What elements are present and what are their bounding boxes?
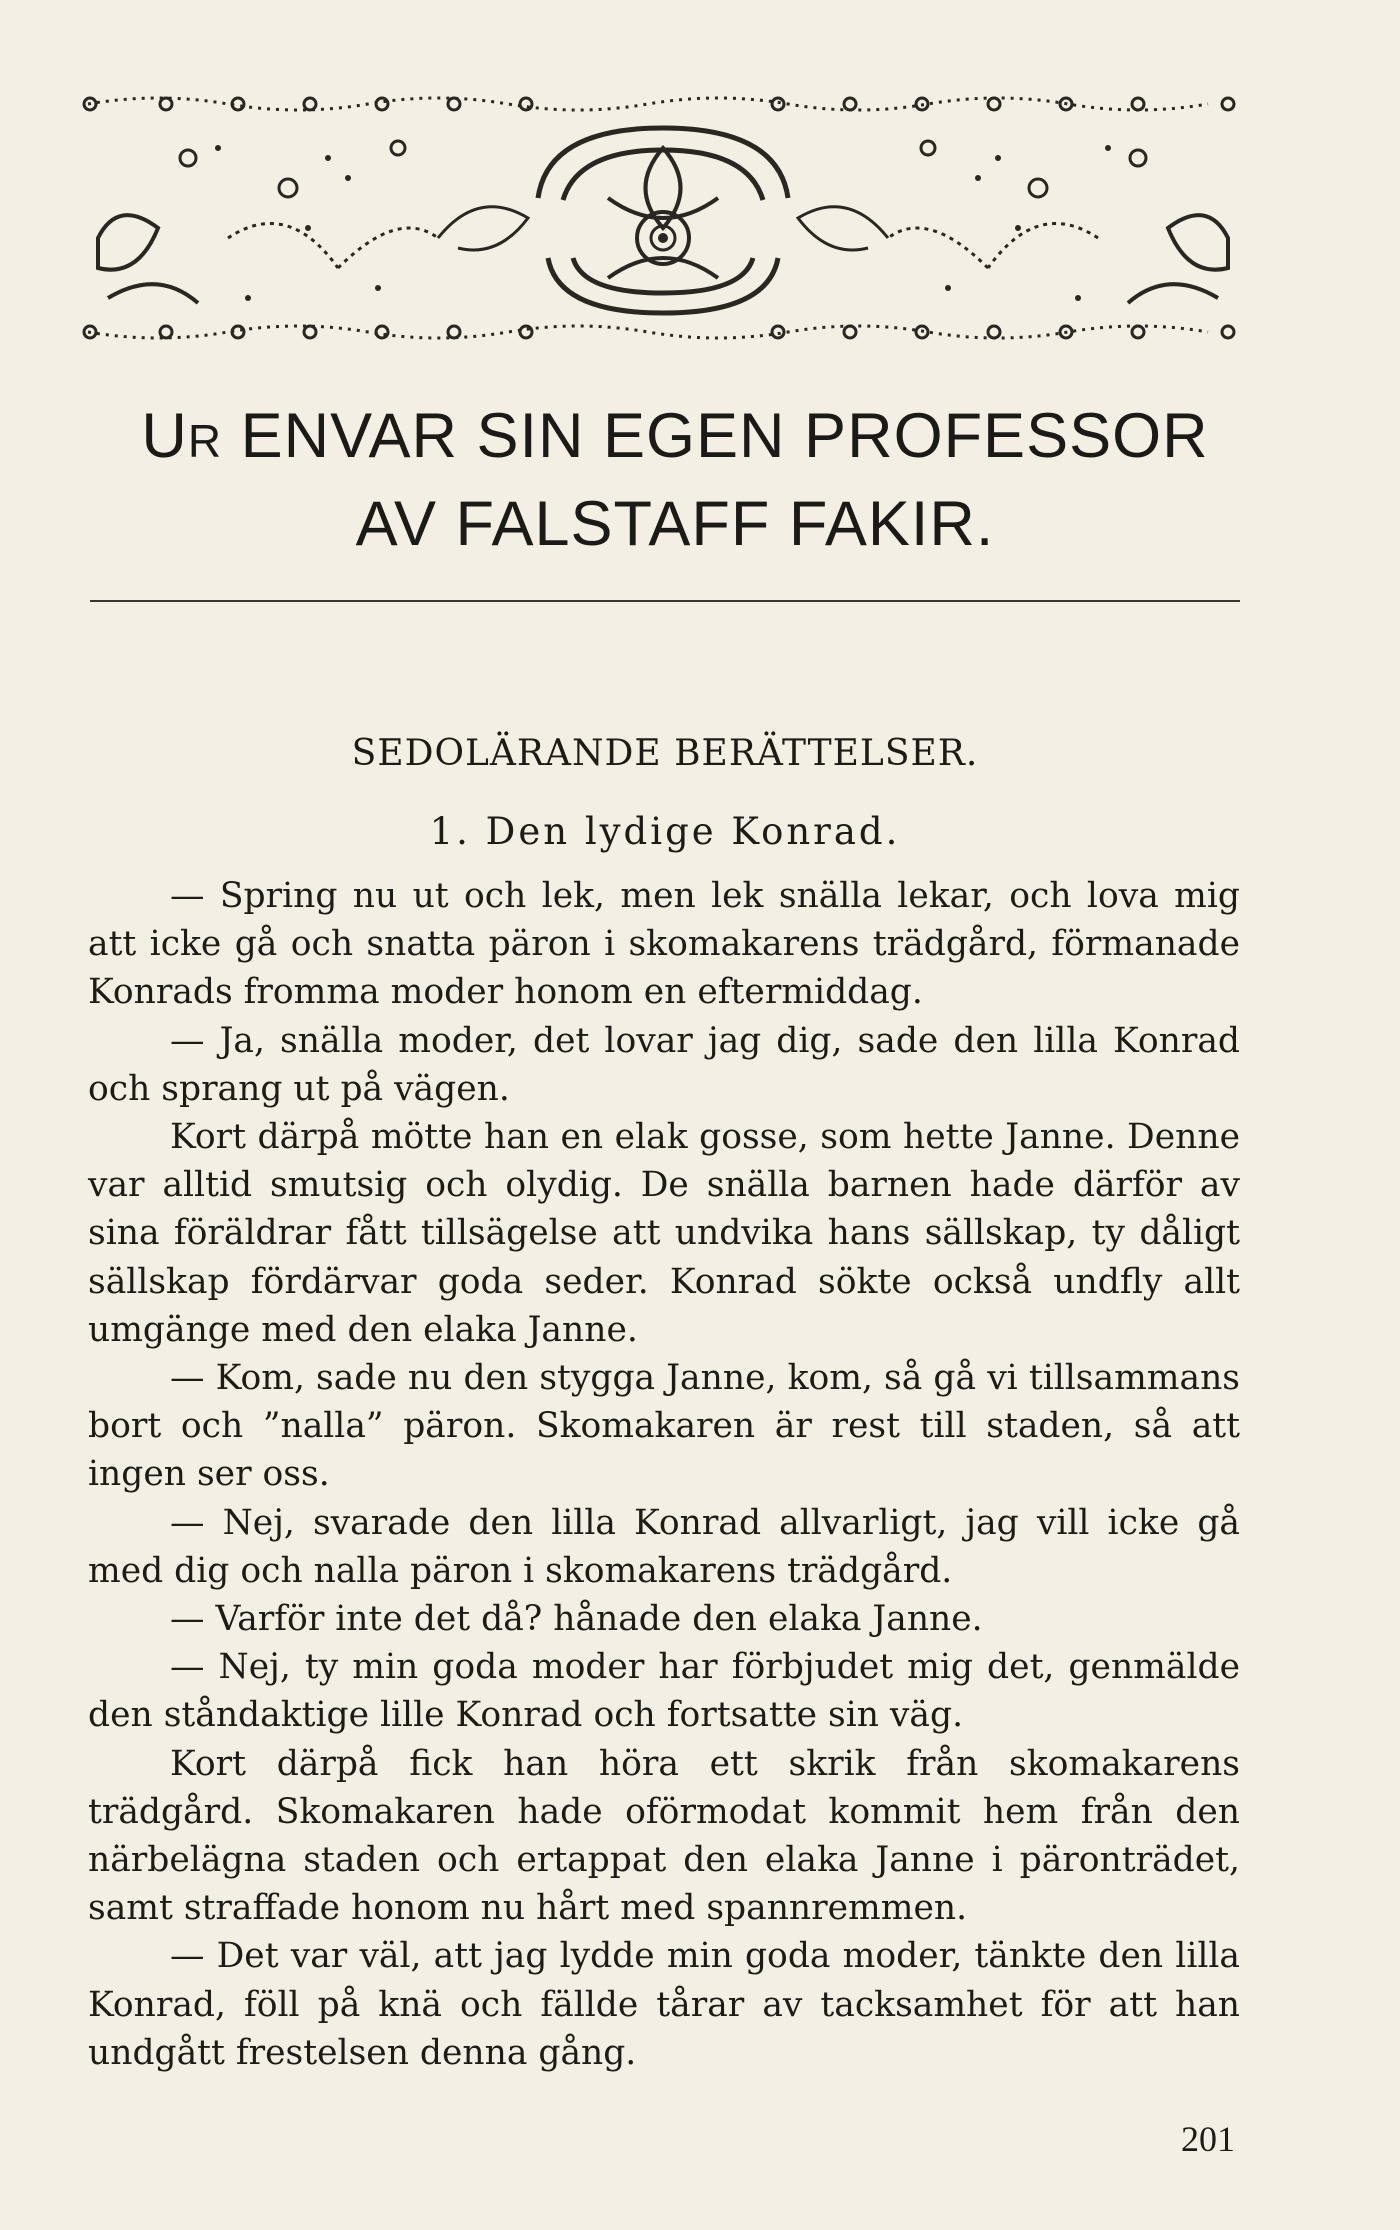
paragraph: — Det var väl, att jag lydde min goda moder, tänkte den lilla Konrad, föll på knä och fällde tårar av tacksamhet för att han undgått frestelsen denna gång. — [88, 1936, 1240, 2073]
page-title — [100, 395, 1250, 566]
title-line-1 — [100, 395, 1250, 483]
ornamental-header-icon — [78, 88, 1248, 348]
paragraph: — Nej, svarade den lilla Konrad allvarligt, jag vill icke gå med dig och nalla päron i skomakarens trädgård. — [88, 1502, 1240, 1591]
page-number: 201 — [1181, 2119, 1235, 2159]
title-initial: U — [141, 401, 188, 471]
paragraph: Kort därpå fick han höra ett skrik från skomakarens trädgård. Skomakaren hade oförmodat kommit hem från den närbelägna staden och ertappat den elaka Janne i päronträdet, samt straffade honom nu hårt med spannremmen. — [88, 1743, 1240, 1929]
paragraph: — Spring nu ut och lek, men lek snälla lekar, och lova mig att icke gå och snatta päron i skomakarens trädgård, förmanade Konrads fromma moder honom en eftermiddag. — [88, 876, 1240, 1013]
paragraph: — Varför inte det då? hånade den elaka Janne. — [170, 1599, 983, 1640]
title-initial-smallcap: R — [187, 415, 223, 467]
section-heading: SEDOLÄRANDE BERÄTTELSER. — [351, 733, 979, 774]
title-line-1-text: ENVAR SIN EGEN PROFESSOR — [222, 401, 1209, 471]
paragraph: — Kom, sade nu den stygga Janne, kom, så gå vi tillsammans bort och ”nalla” päron. Skomakaren är rest till staden, så att ingen ser oss. — [88, 1358, 1240, 1495]
story-title: 1. Den lydige Konrad. — [429, 810, 901, 853]
story-body — [88, 872, 1240, 2077]
paragraph: — Nej, ty min goda moder har förbjudet mig det, genmälde den ståndaktige lille Konrad och fortsatte sin väg. — [88, 1647, 1240, 1736]
horizontal-rule — [90, 600, 1240, 602]
paragraph: — Ja, snälla moder, det lovar jag dig, sade den lilla Konrad och sprang ut på vägen. — [88, 1020, 1240, 1109]
title-line-2: AV FALSTAFF FAKIR. — [355, 489, 995, 559]
paragraph: Kort därpå mötte han en elak gosse, som hette Janne. Denne var alltid smutsig och olydig. De snälla barnen hade därför av sina föräldrar fått tillsägelse att undvika hans sällskap, ty dåligt sällskap fördärvar goda seder. Konrad sökte också undfly allt umgänge med den elaka Janne. — [88, 1117, 1240, 1350]
